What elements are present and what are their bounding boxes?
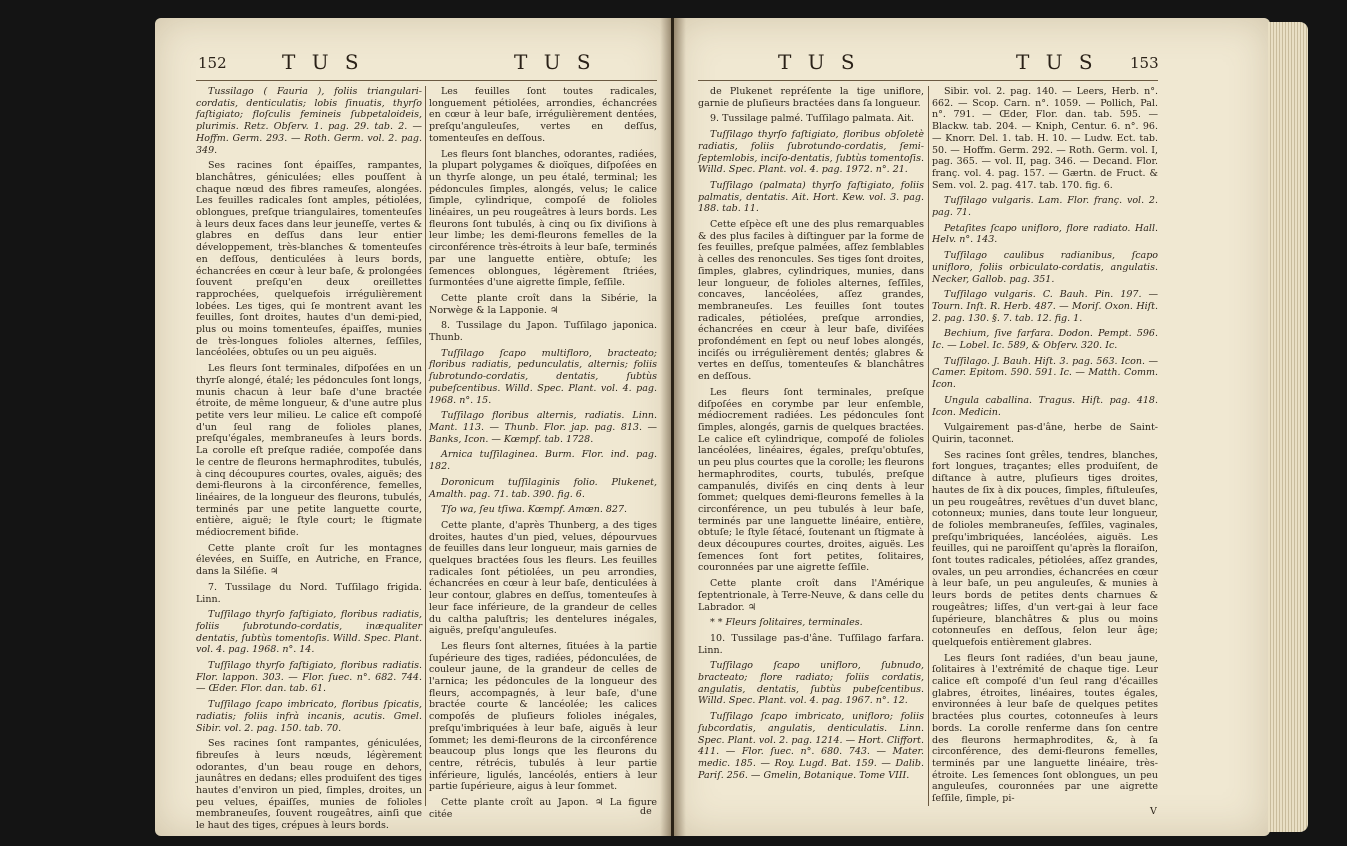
page-number-right: 153 — [1130, 54, 1159, 72]
paragraph: Les feuilles ſont toutes radicales, longuement pétiolées, arrondies, échancrées en cœur à leur baſe, irrégulièrement dentées, preſqu'anguleuſes, vertes en deſſus, tomenteuſes en deſſous. — [429, 86, 657, 144]
left-column-1 — [196, 86, 422, 836]
paragraph: Tſo wa, ſeu tſiwa. Kœmpf. Amœn. 827. — [441, 504, 628, 516]
paragraph: Tuſſilago ſcapo imbricato, unifloro; foliis ſubcordatis, angulatis, denticulatis. Linn. Spec. Plant. vol. 2. pag. 1214. — Hort. Cliffort. 411. — Flor. ſuec. n°. 680. 743. — Mater. medic. 185. — Roy. Lugd. Bat. 159. — Dalib. Pariſ. 256. — Gmelin, Botanique. Tome VIII. — [698, 711, 924, 781]
signature-mark: V — [1150, 806, 1157, 817]
paragraph: de Plukenet repréſente la tige uniflore, garnie de pluſieurs bractées dans ſa longueur. — [698, 86, 924, 109]
paragraph: 10. Tussilage pas-d'âne. Tuſſilago farfara. Linn. — [698, 632, 924, 656]
paragraph: Les fleurs ſont blanches, odorantes, radiées, la plupart polygames & dioïques, diſpoſées en un thyrſe alonge, un peu étalé, terminal; les pédoncules ſimples, alongés, velus; le calice ſimple, cylindrique, compoſé de folioles linéaires, un peu rougeâtres à leurs bords. Les fleurons ſont tubulés, à cinq ou ſix diviſions à leur limbe; les demi-fleurons femelles de la circonférence très-étroits à leur baſe, terminés par une languette entière, obtuſe; les ſemences oblongues, légèrement ſtriées, ſurmontées d'une aigrette ſimple, ſeſſile. — [429, 148, 657, 289]
paragraph: 7. Tussilage du Nord. Tuſſilago frigida. Linn. — [196, 581, 422, 605]
paragraph: Les fleurs ſont terminales, diſpoſées en un thyrſe alongé, étalé; les pédoncules ſont longs, munis chacun à leur baſe d'une bractée étroite, de même longueur, & d'une autre plus petite vers leur milieu. Le calice eſt compoſé d'un ſeul rang de folioles planes, preſqu'égales, membraneuſes à leurs bords. La corolle eſt preſque radiée, compoſée dans le centre de fleurons hermaphrodites, tubulés, à cinq découpures courtes, ovales, aiguës; des demi-fleurons à la circonférence, femelles, linéaires, de la longueur des fleurons, tubulés, terminés par une petite languette courte, entière, aiguë; le ſtyle court; le ſtigmate médiocrement bifide. — [196, 363, 422, 539]
paragraph: 8. Tussilage du Japon. Tuſſilago japonica. Thunb. — [429, 320, 657, 344]
paragraph: Les fleurs ſont radiées, d'un beau jaune, ſolitaires à l'extrémité de chaque tige. Leur calice eſt compoſé d'un ſeul rang d'écailles glabres, étroites, linéaires, toutes égales, environnées à leur baſe de quelques petites bractées plus courtes, cotonneuſes à leurs bords. La corolle renferme dans ſon centre des fleurons hermaphrodites, &, à ſa circonférence, des demi-fleurons femelles, terminés par une languette linéaire, très-étroite. Les ſemences ſont oblongues, un peu anguleuſes, couronnées par une aigrette ſeſſile, ſimple, pi- — [932, 652, 1158, 805]
right-column-2 — [932, 86, 1158, 809]
paragraph: Ses racines ſont épaiſſes, rampantes, blanchâtres, géniculées; elles pouſſent à chaque nœud des fibres rameuſes, alongées. Les feuilles radicales ſont amples, pétiolées, oblongues, preſque triangulaires, tomenteuſes à leurs deux faces dans leur jeuneſſe, vertes & glabres en deſſus dans leur entier développement, très-blanches & tomenteuſes en deſſous, denticulées à leurs bords, échancrées en cœur à leur baſe, & prolongées ſouvent preſqu'en deux oreillettes rapprochées, quelquefois irrégulièrement lobées. Les tiges, qui ſe montrent avant les feuilles, ſont droites, hautes d'un demi-pied, plus ou moins tomenteuſes, épaiſſes, munies de très-longues folioles alternes, ſeſſiles, lancéolées, obtuſes ou un peu aiguës. — [196, 160, 422, 359]
paragraph: Les fleurs ſont terminales, preſque diſpoſées en corymbe par leur enſemble, médiocrement radiées. Les pédoncules ſont ſimples, alongés, garnis de quelques bractées. Le calice eſt cylindrique, compoſé de folioles lancéolées, linéaires, égales, preſqu'obtuſes, un peu plus courtes que la corolle; les fleurons hermaphrodites, courts, tubulés, preſque campanulés, diviſés en cinq dents à leur ſommet; quelques demi-fleurons femelles à la circonférence, un peu tubulés à leur baſe, terminés par une languette linéaire, entière, obtuſe; le ſtyle ſétacé, ſoutenant un ſtigmate à deux découpures courtes, droites, aiguës. Les ſemences ſont fort petites, ſolitaires, couronnées par une aigrette ſeſſile. — [698, 386, 924, 574]
paragraph: Tuſſilago ſcapo imbricato, floribus ſpicatis, radiatis; foliis infrà incanis, acutis. Gmel. Sibir. vol. 2. pag. 150. tab. 70. — [196, 699, 422, 734]
page-edges — [1268, 22, 1308, 832]
paragraph: Tuſſilago thyrſo faſtigiato, floribus radiatis, foliis ſubrotundo-cordatis, inæqualiter dentatis, ſubtùs tomentoſis. Willd. Spec. Plant. vol. 4. pag. 1968. n°. 14. — [196, 609, 422, 656]
paragraph: Cette plante croît ſur les montagnes élevées, en Suiſſe, en Autriche, en France, dans la Siléſie. ♃ — [196, 542, 422, 578]
paragraph: Petaſites ſcapo unifloro, flore radiato. Hall. Helv. n°. 143. — [932, 222, 1158, 246]
running-head-left-1: T U S — [282, 50, 364, 74]
column-rule-left — [425, 86, 426, 806]
paragraph: Tussilago ( Fauria ), foliis triangulari-cordatis, denticulatis; lobis ſinuatis, thyrſo faſtigiato; floſculis femineis ſubpetaloideis, plurimis. Retz. Obſerv. 1. pag. 29. tab. 2. — Hoffm. Germ. 293. — Roth. Germ. vol. 2. pag. 349. — [196, 86, 422, 156]
paragraph: Cette plante croît au Japon. ♃ La figure citée — [429, 797, 657, 820]
paragraph: Cette plante croît dans l'Amérique ſeptentrionale, à Terre-Neuve, & dans celle du Labrador. ♃ — [698, 578, 924, 613]
paragraph: Tuſſilago caulibus radianibus, ſcapo unifloro, foliis orbiculato-cordatis, angulatis. Necker, Gallob. pag. 351. — [932, 250, 1158, 285]
page-number-left: 152 — [198, 54, 227, 72]
paragraph: * * Fleurs ſolitaires, terminales. — [710, 617, 863, 629]
left-column-2 — [429, 86, 657, 824]
paragraph: 9. Tussilage palmé. Tuſſilago palmata. Ait. — [710, 113, 914, 125]
paragraph: Cette plante, d'après Thunberg, a des tiges droites, hautes d'un pied, velues, dépourvues de feuilles dans leur longueur, mais garnies de quelques bractées ſous les fleurs. Les feuilles radicales ſont pétiolées, un peu arrondies, échancrées en cœur à leur baſe, denticulées à leur contour, glabres en deſſus, tomenteuſes à leur face inférieure, de la grandeur de celles du caltha paluſtris; les dentelures inégales, aiguës, preſqu'anguleuſes. — [429, 519, 657, 637]
running-head-left-2: T U S — [514, 50, 596, 74]
running-head-right-2: T U S — [1016, 50, 1098, 74]
header-rule-left — [196, 80, 657, 81]
paragraph: Cette eſpèce eſt une des plus remarquables & des plus faciles à diſtinguer par la forme de ſes feuilles, preſque palmées, aſſez ſemblables à celles des renoncules. Ses tiges ſont droites, ſimples, glabres, cylindriques, munies, dans leur longueur, de folioles alternes, ſeſſiles, concaves, lancéolées, aſſez grandes, membraneuſes. Les feuilles ſont toutes radicales, pétiolées, preſque arrondies, échancrées en cœur à leur baſe, diviſées profondément en ſept ou neuf lobes alongés, inciſés ou irrégulièrement dentés; glabres & vertes en deſſus, tomenteuſes & blanchâtres en deſſous. — [698, 219, 924, 383]
paragraph: Doronicum tuſſilaginis folio. Plukenet, Amalth. pag. 71. tab. 390. fig. 6. — [429, 476, 657, 500]
paragraph: Sibir. vol. 2. pag. 140. — Leers, Herb. n°. 662. — Scop. Carn. n°. 1059. — Pollich, Pal. n°. 791. — Œder, Flor. dan. tab. 595. — Blackw. tab. 204. — Kniph, Centur. 6. n°. 96. — Knorr. Del. 1. tab. H. 10. — Ludw. Ect. tab. 50. — Hoffm. Germ. 292. — Roth. Germ. vol. I, pag. 365. — vol. II, pag. 346. — Decand. Flor. franç. vol. 4. pag. 157. — Gærtn. de Fruct. & Sem. vol. 2. pag. 417. tab. 170. fig. 6. — [932, 86, 1158, 191]
column-rule-right — [928, 86, 929, 806]
right-column-1 — [698, 86, 924, 785]
paragraph: Tuſſilago thyrſo faſtigiato, floribus radiatis. Flor. lappon. 303. — Flor. ſuec. n°. 682. 744. — Œder. Flor. dan. tab. 61. — [196, 660, 422, 695]
paragraph: Tuſſilago (palmata) thyrſo faſtigiato, foliis palmatis, dentatis. Ait. Hort. Kew. vol. 3. pag. 188. tab. 11. — [698, 179, 924, 215]
paragraph: Tuſſilago ſcapo unifloro, ſubnudo, bracteato; flore radiato; foliis cordatis, angulatis, dentatis, ſubtùs pubeſcentibus. Willd. Spec. Plant. vol. 4. pag. 1967. n°. 12. — [698, 660, 924, 707]
paragraph: Tuſſilago thyrſo faſtigiato, floribus obſoletè radiatis, foliis ſubrotundo-cordatis, ſemi-ſeptemlobis, inciſo-dentatis, ſubtùs tomentoſis. Willd. Spec. Plant. vol. 4. pag. 1972. n°. 21. — [698, 129, 924, 176]
paragraph: Tuſſilago ſcapo multifloro, bracteato; floribus radiatis, pedunculatis, alternis; foliis ſubrotundo-cordatis, dentatis, ſubtùs pubeſcentibus. Willd. Spec. Plant. vol. 4. pag. 1968. n°. 15. — [429, 347, 657, 406]
paragraph: Ses racines ſont grêles, tendres, blanches, fort longues, traçantes; elles produiſent, de diſtance à autre, pluſieurs tiges droites, hautes de ſix à dix pouces, ſimples, fiſtuleuſes, un peu rougeâtres, revêtues d'un duvet blanc, cotonneux; munies, dans toute leur longueur, de folioles membraneuſes, ſeſſiles, vaginales, preſqu'imbriquées, lancéolées, aiguës. Les feuilles, qui ne paroiſſent qu'après la floraiſon, ſont toutes radicales, pétiolées, aſſez grandes, ovales, un peu arrondies, échancrées en cœur à leur baſe, un peu anguleuſes, & munies à leurs bords de petites dents charnues & rougeâtres; liſſes, d'un vert-gai à leur face ſupérieure, blanchâtres & plus ou moins cotonneuſes en deſſous, ſelon leur âge; quelquefois entièrement glabres. — [932, 449, 1158, 648]
paragraph: Ses racines ſont rampantes, géniculées, fibreuſes à leurs nœuds, légèrement odorantes, d'un beau rouge en dehors, jaunâtres en dedans; elles produiſent des tiges hautes d'environ un pied, ſimples, droites, un peu velues, épaiſſes, munies de folioles membraneuſes, ſouvent rougeâtres, ainſi que le haut des tiges, crépues à leurs bords. — [196, 738, 422, 832]
header-rule-right — [698, 80, 1158, 81]
paragraph: Tuſſilago. J. Bauh. Hiſt. 3. pag. 563. Icon. — Camer. Epitom. 590. 591. Ic. — Matth. Comm. Icon. — [932, 355, 1158, 391]
paragraph: Ungula caballina. Tragus. Hiſt. pag. 418. Icon. Medicin. — [932, 394, 1158, 418]
paragraph: Tuſſilago vulgaris. Lam. Flor. franç. vol. 2. pag. 71. — [932, 195, 1158, 219]
paragraph: Vulgairement pas-d'âne, herbe de Saint-Quirin, taconnet. — [932, 422, 1158, 445]
paragraph: Tuſſilago floribus alternis, radiatis. Linn. Mant. 113. — Thunb. Flor. jap. pag. 813. — Banks, Icon. — Kœmpf. tab. 1728. — [429, 410, 657, 445]
paragraph: Les fleurs ſont alternes, ſituées à la partie ſupérieure des tiges, radiées, pédonculées, de couleur jaune, de la grandeur de celles de l'arnica; les pédoncules de la longueur des fleurs, accompagnés, à leur baſe, d'une bractée courte & lancéolée; les calices compoſés de pluſieurs folioles inégales, preſqu'imbriquées à leur baſe, aiguës à leur ſommet; les demi-fleurons de la circonférence beaucoup plus longs que les fleurons du centre, rétrécis, tubulés à leur partie inférieure, ligulés, lancéolés, entiers à leur partie ſupérieure, aigus à leur ſommet. — [429, 640, 657, 793]
paragraph: Cette plante croît dans la Sibérie, la Norwège & la Lapponie. ♃ — [429, 292, 657, 316]
running-head-right-1: T U S — [778, 50, 860, 74]
catchword: de — [640, 806, 652, 817]
book-gutter — [660, 18, 686, 836]
paragraph: Arnica tuſſilaginea. Burm. Flor. ind. pag. 182. — [429, 449, 657, 473]
paragraph: Bechium, ſive farfara. Dodon. Pempt. 596. Ic. — Lobel. Ic. 589, & Obſerv. 320. Ic. — [932, 328, 1158, 352]
paragraph: Tuſſilago vulgaris. C. Bauh. Pin. 197. — Tourn. Inſt. R. Herb. 487. — Moriſ. Oxon. Hiſt. 2. pag. 130. §. 7. tab. 12. fig. 1. — [932, 289, 1158, 324]
